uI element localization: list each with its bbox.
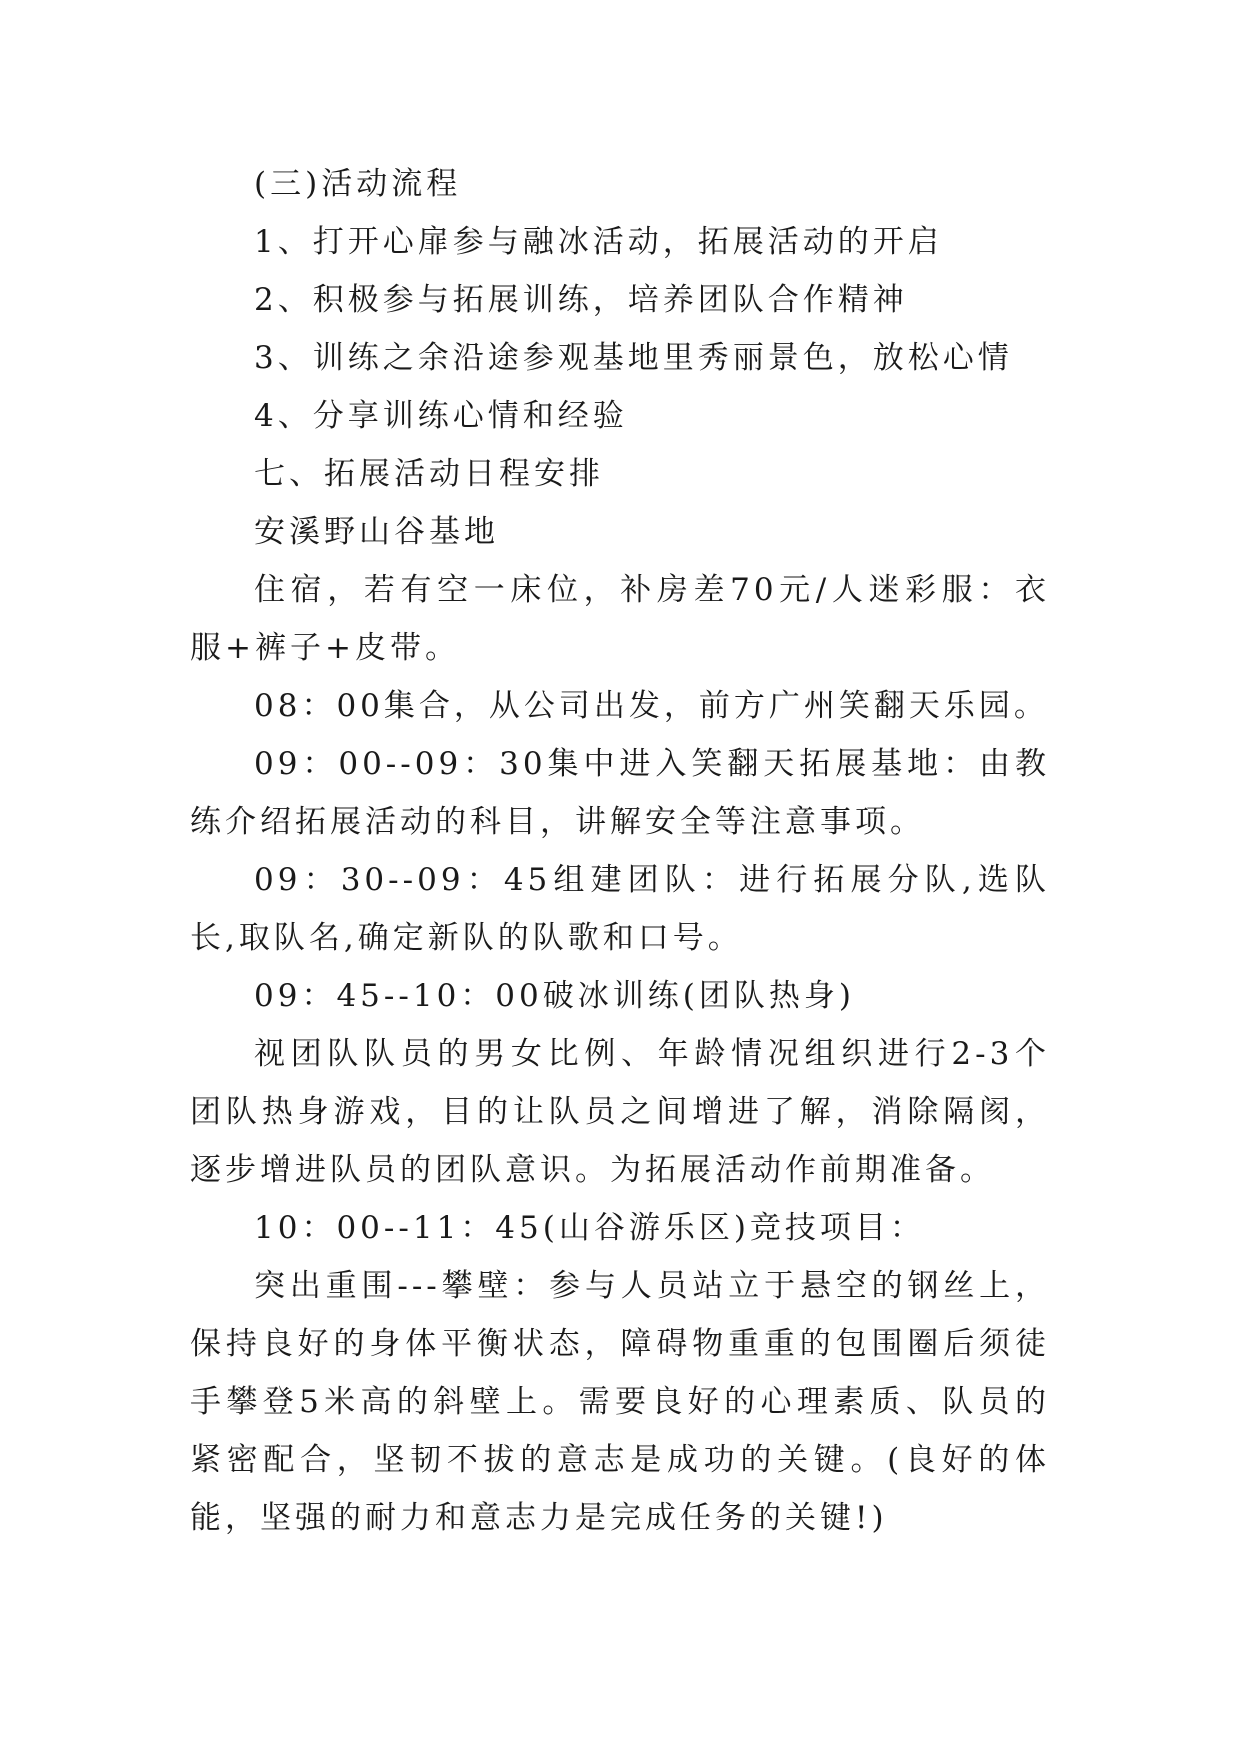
schedule-entry: 09：00--09：30集中进入笑翻天拓展基地：由教练介绍拓展活动的科目，讲解安全等注意事项。	[190, 746, 1050, 840]
section-heading-activity-flow: (三)活动流程	[254, 166, 462, 202]
schedule-entry: 09：30--09：45组建团队：进行拓展分队,选队长,取队名,确定新队的队歌和口号。	[190, 862, 1050, 956]
list-item: 4、分享训练心情和经验	[254, 398, 628, 434]
schedule-entry: 08：00集合，从公司出发，前方广州笑翻天乐园。	[254, 688, 1049, 724]
document-body	[190, 155, 1050, 1547]
list-item: 1、打开心扉参与融冰活动，拓展活动的开启	[254, 224, 943, 260]
list-item: 3、训练之余沿途参观基地里秀丽景色，放松心情	[254, 340, 1013, 376]
section-heading-schedule: 七、拓展活动日程安排	[254, 456, 604, 492]
schedule-entry: 09：45--10：00破冰训练(团队热身)	[254, 978, 855, 1014]
body-paragraph: 视团队队员的男女比例、年龄情况组织进行2-3个团队热身游戏，目的让队员之间增进了解，消除隔阂，逐步增进队员的团队意识。为拓展活动作前期准备。	[190, 1036, 1050, 1188]
body-paragraph: 住宿，若有空一床位，补房差70元/人迷彩服：衣服+裤子+皮带。	[190, 572, 1050, 666]
location-line: 安溪野山谷基地	[254, 514, 499, 550]
list-item: 2、积极参与拓展训练，培养团队合作精神	[254, 282, 908, 318]
body-paragraph: 突出重围---攀壁：参与人员站立于悬空的钢丝上，保持良好的身体平衡状态，障碍物重重的包围圈后须徒手攀登5米高的斜壁上。需要良好的心理素质、队员的紧密配合，坚韧不拔的意志是成功的关键。(良好的体能，坚强的耐力和意志力是完成任务的关键!)	[190, 1268, 1050, 1536]
schedule-entry: 10：00--11：45(山谷游乐区)竞技项目：	[254, 1210, 925, 1246]
